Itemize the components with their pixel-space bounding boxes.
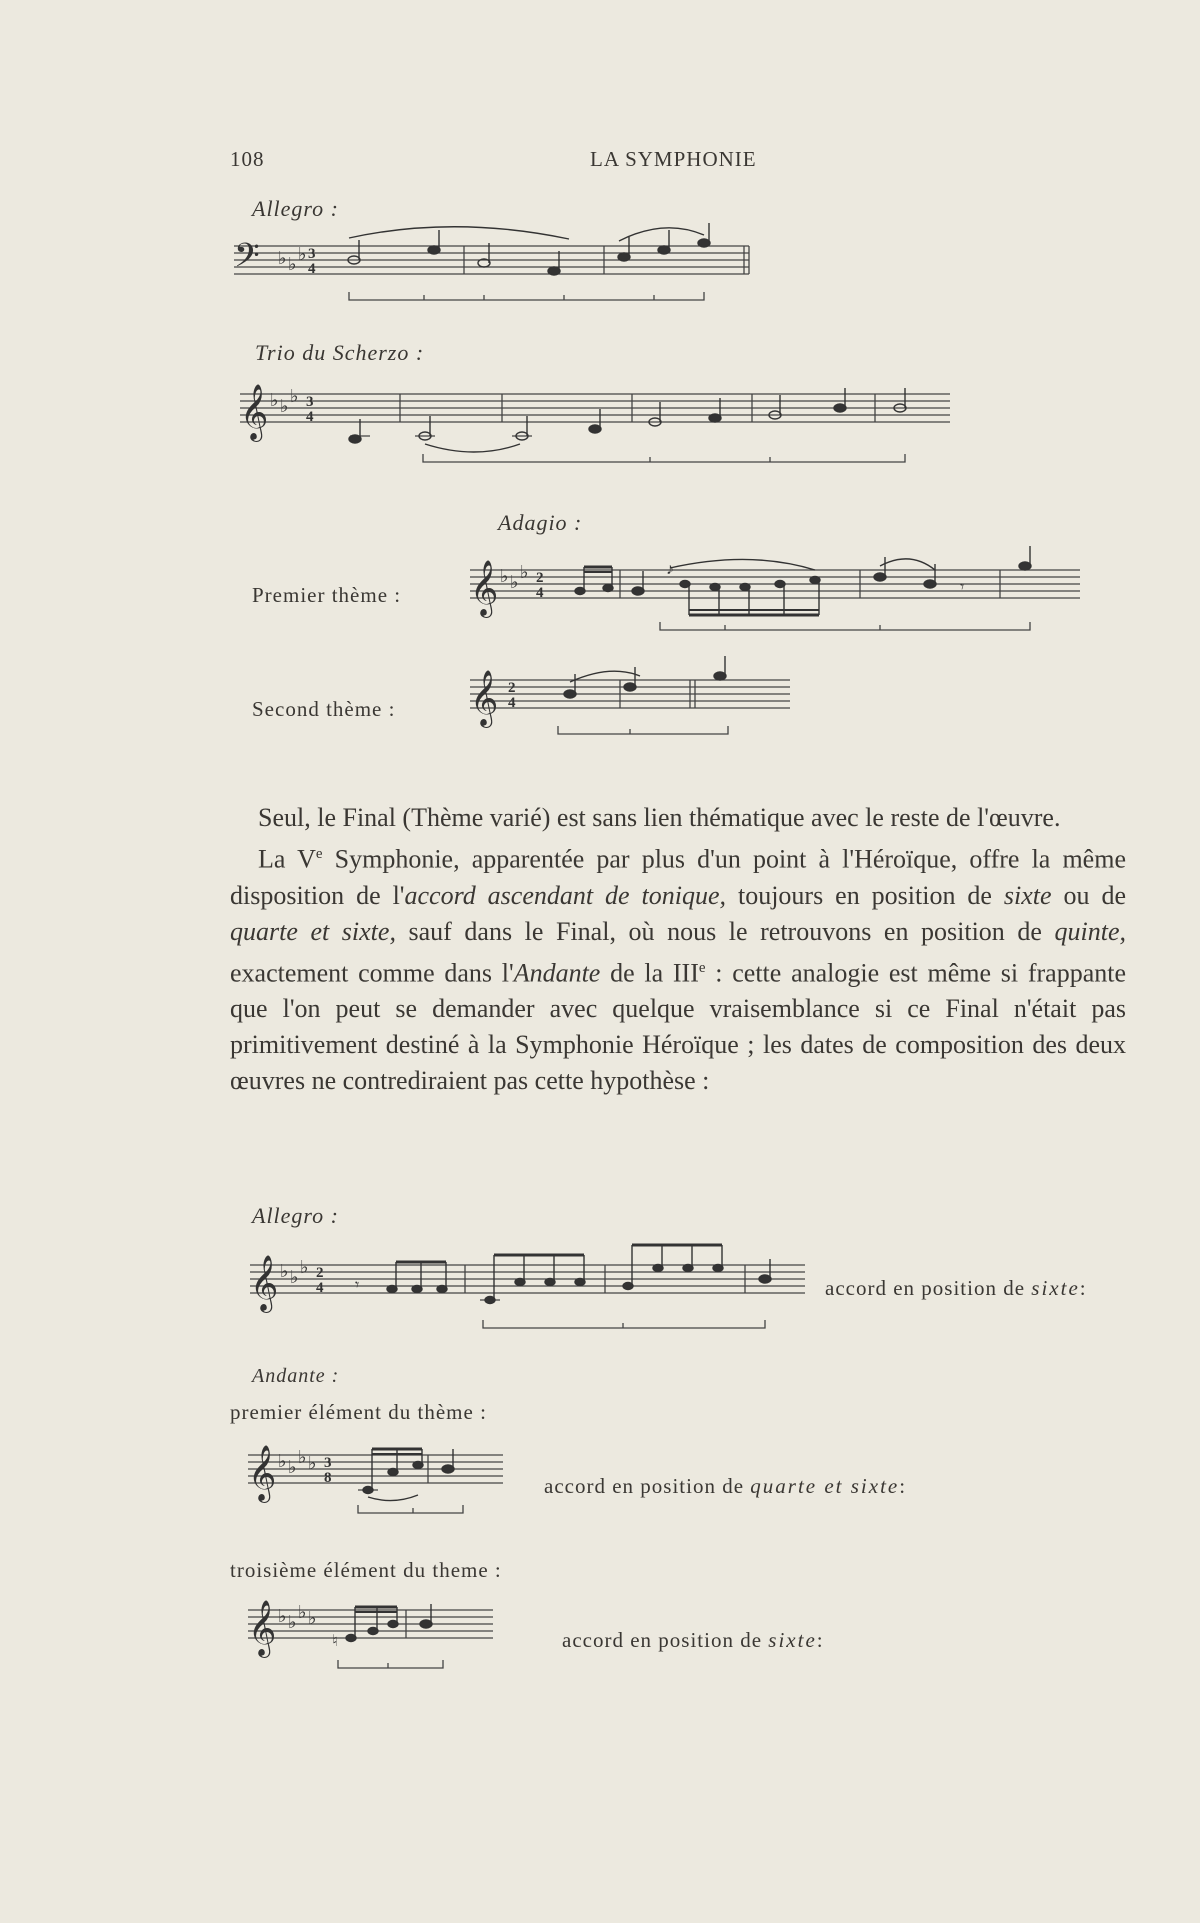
p2-text-d: ou de <box>1051 880 1126 910</box>
caption-allegro-2 <box>825 1276 1087 1301</box>
svg-text:♭: ♭ <box>298 1447 307 1467</box>
svg-text:♭: ♭ <box>300 1257 309 1277</box>
treble-clef-staff <box>240 388 955 468</box>
paragraph-1-text: Seul, le Final (Thème varié) est sans lien thématique avec le reste de l'œuvre. <box>258 803 1061 832</box>
caption-end: : <box>1079 1276 1087 1300</box>
p2-text-a: La V <box>258 844 316 874</box>
treble-clef-staff <box>470 560 1085 640</box>
p2-sup-1: e <box>315 846 323 862</box>
caption-italic: sixte <box>768 1628 817 1652</box>
svg-text:♭: ♭ <box>278 248 287 268</box>
caption-italic: sixte <box>1031 1276 1080 1300</box>
tempo-allegro-1: Allegro : <box>252 196 339 221</box>
svg-text:♭: ♭ <box>280 1261 289 1281</box>
svg-text:♭: ♭ <box>510 572 519 592</box>
caption-end: : <box>899 1474 907 1498</box>
svg-text:2: 2 <box>536 570 544 586</box>
music-staff-adagio-1 <box>470 560 1085 640</box>
p2-text-b: Symphonie, apparentée par plus d'un point à l'Héroïque, offre la même disposition de l' <box>230 844 1126 910</box>
svg-text:4: 4 <box>308 261 316 277</box>
label-premier-element: premier élément du thème : <box>230 1400 487 1424</box>
caption-italic: quarte et sixte <box>750 1474 900 1498</box>
svg-text:4: 4 <box>508 695 516 711</box>
svg-text:♭: ♭ <box>278 1451 287 1471</box>
treble-clef-staff <box>250 1245 810 1340</box>
svg-text:4: 4 <box>306 409 314 425</box>
caption-andante-3 <box>562 1628 824 1653</box>
treble-clef-staff <box>248 1590 498 1680</box>
svg-text:8: 8 <box>324 1470 332 1486</box>
treble-clef-staff <box>470 670 795 745</box>
tempo-andante: Andante : <box>252 1365 340 1387</box>
page-number: 108 <box>230 147 265 171</box>
p2-text-f: exactement comme dans l' <box>230 958 514 988</box>
svg-text:𝄢: 𝄢 <box>234 237 260 282</box>
svg-text:♪: ♪ <box>666 561 674 578</box>
paragraph-2 <box>230 836 1126 1099</box>
svg-text:4: 4 <box>316 1280 324 1296</box>
label-premier-theme: Premier thème : <box>252 583 402 607</box>
svg-text:♭: ♭ <box>288 254 297 274</box>
tempo-adagio: Adagio : <box>498 510 583 535</box>
svg-text:♭: ♭ <box>520 562 529 582</box>
svg-text:3: 3 <box>306 394 314 410</box>
caption-end: : <box>816 1628 824 1652</box>
svg-text:♮: ♮ <box>332 1633 338 1650</box>
svg-text:♭: ♭ <box>288 1612 297 1632</box>
p2-italic-1: accord ascendant de tonique, <box>404 880 727 910</box>
caption-text: accord en position de <box>562 1628 763 1652</box>
svg-text:3: 3 <box>308 246 316 262</box>
p2-sup-2: e <box>698 959 706 976</box>
svg-text:♭: ♭ <box>500 566 509 586</box>
svg-text:♭: ♭ <box>298 244 307 264</box>
svg-text:♭: ♭ <box>278 1606 287 1626</box>
svg-text:♭: ♭ <box>298 1602 307 1622</box>
caption-text: accord en position de <box>825 1276 1026 1300</box>
p2-italic-5: Andante <box>513 958 601 988</box>
svg-text:♭: ♭ <box>290 386 299 406</box>
music-staff-trio <box>240 388 955 468</box>
svg-text:♭: ♭ <box>270 390 279 410</box>
svg-text:♭: ♭ <box>288 1457 297 1477</box>
svg-text:3: 3 <box>324 1455 332 1471</box>
svg-text:𝄾: 𝄾 <box>355 1277 360 1294</box>
running-title: LA SYMPHONIE <box>590 147 757 171</box>
svg-text:♭: ♭ <box>280 396 289 416</box>
p2-text-e: sauf dans le Final, où nous le retrouvons en position de <box>395 916 1055 946</box>
p2-italic-3: quarte et sixte, <box>230 916 396 946</box>
svg-text:𝄾: 𝄾 <box>960 579 965 596</box>
svg-text:♭: ♭ <box>308 1453 317 1473</box>
p2-italic-4: quinte, <box>1054 916 1126 946</box>
paragraph-1 <box>230 800 1126 836</box>
music-staff-allegro-2 <box>250 1245 810 1340</box>
p2-text-g: de la III <box>600 958 699 988</box>
svg-text:♭: ♭ <box>308 1608 317 1628</box>
bass-clef-staff <box>234 237 754 310</box>
svg-text:𝄞: 𝄞 <box>250 1257 279 1310</box>
p2-text-c: toujours en position de <box>726 880 1004 910</box>
body-text <box>230 800 1126 1099</box>
music-staff-andante-3 <box>248 1590 498 1680</box>
svg-text:𝄞: 𝄞 <box>470 562 499 615</box>
svg-text:2: 2 <box>508 680 516 696</box>
svg-text:♭: ♭ <box>290 1267 299 1287</box>
p2-italic-2: sixte <box>1003 880 1052 910</box>
caption-text: accord en position de <box>544 1474 745 1498</box>
svg-text:𝄞: 𝄞 <box>248 1602 277 1655</box>
svg-text:𝄞: 𝄞 <box>470 672 499 725</box>
music-staff-andante-1 <box>248 1435 508 1525</box>
svg-text:4: 4 <box>536 585 544 601</box>
caption-andante-1 <box>544 1474 906 1499</box>
svg-text:𝄞: 𝄞 <box>240 386 269 439</box>
label-troisieme-element: troisième élément du theme : <box>230 1558 502 1582</box>
label-second-theme: Second thème : <box>252 697 396 721</box>
music-staff-allegro-1 <box>234 237 754 310</box>
treble-clef-staff <box>248 1435 508 1525</box>
svg-text:𝄞: 𝄞 <box>248 1447 277 1500</box>
p2-text-h: : cette analogie est même si frappante que l'on peut se demander avec quelque vraisemblance si ce Final n'était pas primitivement destiné à la Symphonie Héroïque ; les dates de composition des deux œuvres ne contrediraient pas cette hypothèse : <box>230 958 1127 1096</box>
tempo-trio: Trio du Scherzo : <box>255 340 425 365</box>
tempo-allegro-2: Allegro : <box>252 1203 339 1228</box>
music-staff-adagio-2 <box>470 670 795 745</box>
svg-text:2: 2 <box>316 1265 324 1281</box>
